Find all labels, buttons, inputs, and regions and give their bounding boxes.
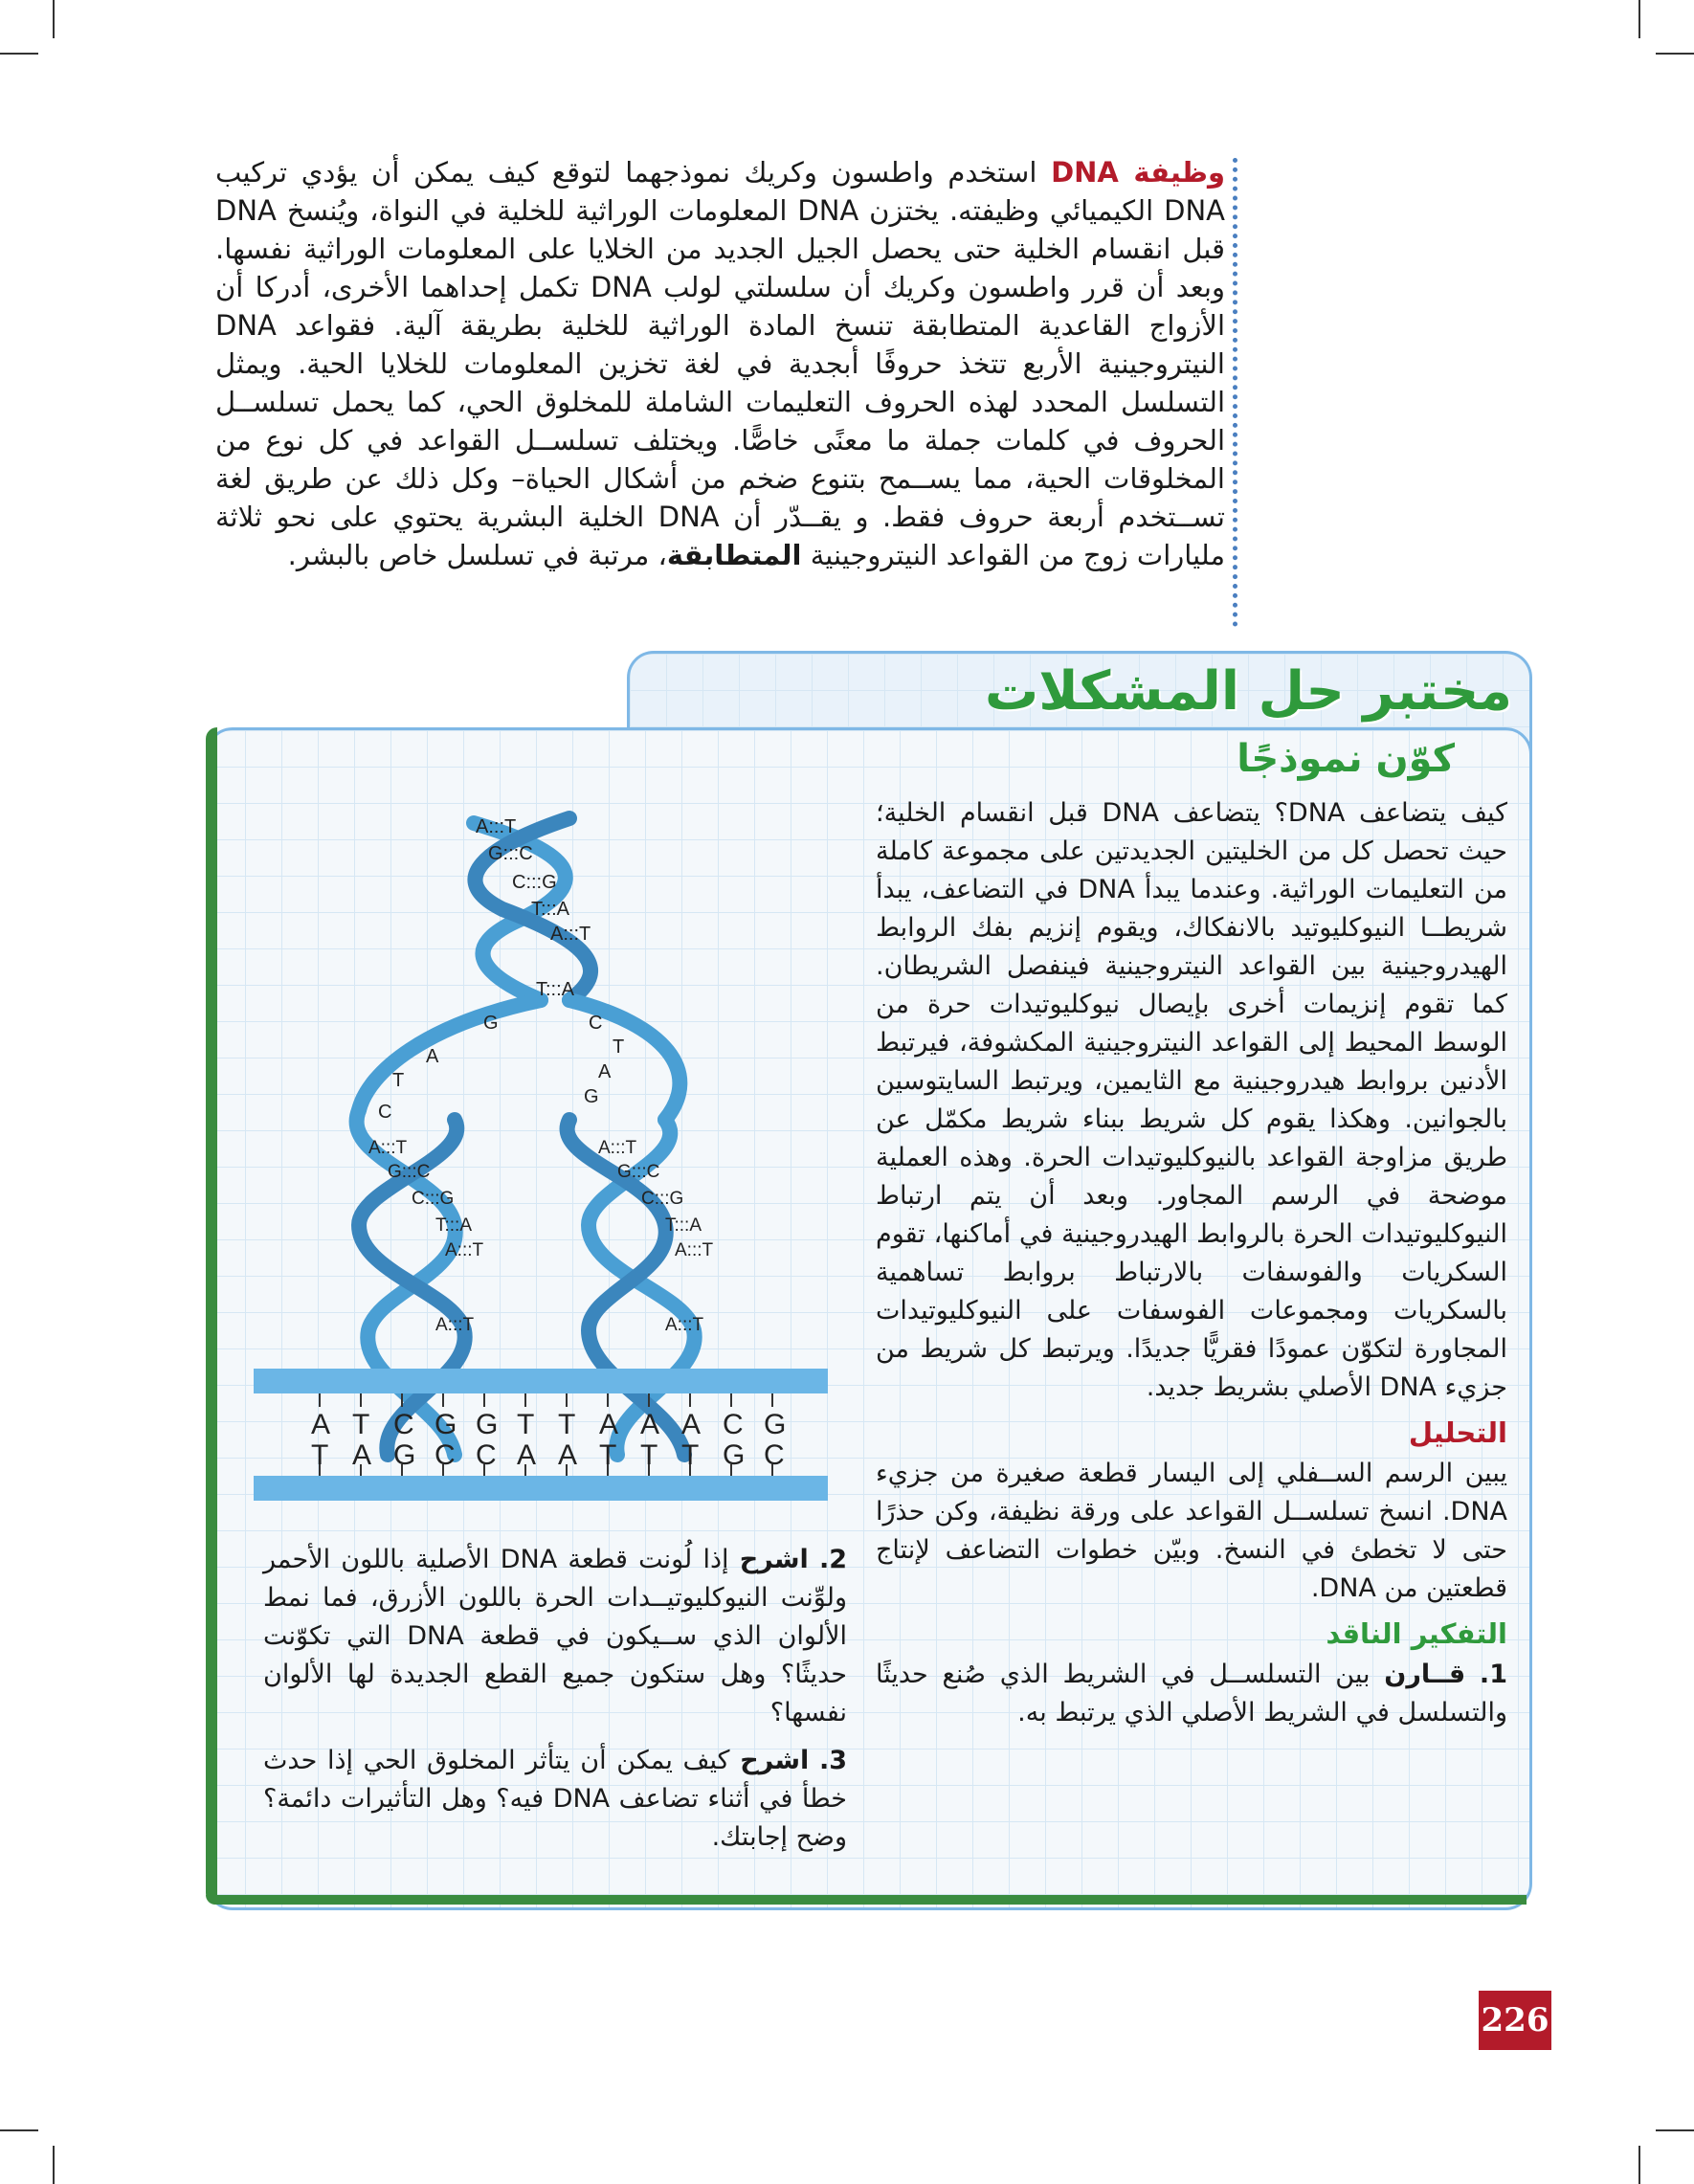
strand-top-base: T <box>352 1409 370 1440</box>
analysis-text: يبين الرسم الســفلي إلى اليسار قطعة صغيرة من جزيء DNA. انسخ تسلســل القواعد على ورقة نظيفة، وكن حذرًا حتى لا تخطئ في النسخ. وبيّن خطوات التضاعف لإنتاج قطعتين من DNA. <box>876 1459 1507 1603</box>
base-pair-label: A:::T <box>598 1138 637 1158</box>
question-text: كيف يمكن أن يتأثر المخلوق الحي إذا حدث خطأ في أثناء تضاعف DNA فيه؟ وهل التأثيرات دائمة؟ وضح إجابتك. <box>263 1746 847 1852</box>
paragraph-text: استخدم واطسون وكريك نموذجهما لتوقع كيف يمكن أن يؤدي تركيب DNA الكيميائي وظيفته. يختزن DNA المعلومات الوراثية للخلية في النواة، ويُنسخ DNA قبل انقسام الخلية حتى يحصل الجيل الجديد من الخلايا على المعلومات الوراثية نفسها. وبعد أن قرر واطسون وكريك أن سلسلتي لولب DNA تكمل إحداهما الأخرى، أدركا أن الأزواج القاعدية المتطابقة تنسخ المادة الوراثية للخلية بطريقة آلية. فقواعد DNA النيتروجينية الأربع تتخذ حروفًا أبجدية في لغة تخزين المعلومات للخلايا الحية. ويمثل التسلسل المحدد لهذه الحروف التعليمات الشاملة للمخلوق الحي، كما يحمل تسلســل الحروف في كلمات جملة ما معنًى خاصًّا. ويختلف تسلســل القواعد في كل نوع من المخلوقات الحية، مما يســمح بتنوع ضخم من أشكال الحياة– وكل ذلك عن طريق لغة تســتخدم أربعة حروف فقط. و يقــدّر أن DNA الخلية البشرية يحتوي على نحو ثلاثة مليارات زوج من القواعد النيتروجينية <box>215 156 1225 571</box>
base-label: T <box>392 1070 405 1091</box>
base-pair-label: A:::T <box>665 1315 704 1335</box>
lab-questions-column <box>263 1541 847 1857</box>
strand-top-base: G <box>476 1409 499 1440</box>
base-label: T <box>613 1036 625 1058</box>
segment-backbone-top <box>254 1369 828 1393</box>
strand-bottom-base: A <box>517 1439 537 1471</box>
strand-bottom-base: T <box>681 1439 700 1471</box>
strand-bottom-base: C <box>476 1439 497 1471</box>
question-verb: اشرح <box>739 1545 809 1574</box>
question-verb: قــارن <box>1384 1660 1466 1689</box>
base-pair-label: G:::C <box>388 1162 431 1182</box>
base-label: C <box>378 1102 392 1123</box>
strand-top-base: A <box>599 1409 619 1440</box>
margin-dotted-rule <box>1233 158 1237 627</box>
bold-term: المتطابقة <box>666 539 802 571</box>
fork-base-labels <box>378 1013 624 1123</box>
dna-function-section <box>215 153 1225 632</box>
question-1 <box>876 1656 1507 1732</box>
crop-mark <box>0 2129 38 2131</box>
strand-bottom-base: G <box>393 1439 416 1471</box>
strand-bottom-base: T <box>311 1439 329 1471</box>
strand-bottom-base: G <box>723 1439 746 1471</box>
question-number: 2. <box>818 1545 847 1574</box>
crop-mark <box>0 53 38 55</box>
page-number: 226 <box>1479 1991 1551 2050</box>
lab-bottom-bar <box>206 1895 1527 1905</box>
problem-solving-lab <box>206 651 1531 1914</box>
question-3 <box>263 1742 847 1857</box>
question-text: إذا لُونت قطعة DNA الأصلية باللون الأحمر ولوِّنت النيوكليوتيــدات الحرة باللون الأزرق، فما نمط الألوان الذي ســيكون في قطعة DNA التي تكوّنت حديثًا؟ وهل ستكون جميع القطع الجديدة لها الألوان نفسها؟ <box>263 1545 847 1727</box>
strand-top-base: A <box>681 1409 702 1440</box>
base-pair-label: A:::T <box>435 1315 475 1335</box>
strand-bottom-base: C <box>435 1439 456 1471</box>
question-verb: اشرح <box>740 1746 810 1775</box>
strand-top-base: T <box>558 1409 576 1440</box>
base-pair-label: A:::T <box>550 924 591 945</box>
base-pair-label: T:::A <box>536 979 575 1000</box>
question-text: بين التسلســل في الشريط الذي صُنع حديثًا والتسلسل في الشريط الأصلي الذي يرتبط به. <box>876 1660 1507 1727</box>
crop-mark <box>1656 53 1694 55</box>
strand-top-base: C <box>393 1409 414 1440</box>
strand-top-base: T <box>517 1409 535 1440</box>
lab-accent-bar <box>206 727 217 1905</box>
base-label: A <box>598 1061 612 1082</box>
base-pair-label: A:::T <box>368 1138 408 1158</box>
crop-mark <box>1638 0 1640 38</box>
paragraph-end: ، مرتبة في تسلسل خاص بالبشر. <box>287 539 667 571</box>
strand-top-base: A <box>311 1409 331 1440</box>
crop-mark <box>53 0 55 38</box>
critical-thinking-heading: التفكير الناقد <box>1326 1617 1507 1650</box>
dna-function-paragraph <box>215 153 1225 574</box>
crop-mark <box>53 2146 55 2184</box>
dna-replication-diagram <box>254 794 847 1541</box>
base-pair-label: A:::T <box>476 816 517 837</box>
base-pair-label: C:::G <box>412 1189 455 1209</box>
analysis-heading: التحليل <box>1408 1416 1507 1449</box>
dna-segment <box>254 1369 828 1501</box>
dna-diagram-svg <box>254 794 847 1541</box>
base-pair-label: G:::C <box>488 843 533 864</box>
base-pair-label: A:::T <box>675 1240 714 1260</box>
base-pair-label: G:::C <box>617 1162 660 1182</box>
base-label: A <box>426 1046 439 1067</box>
question-number: 3. <box>818 1746 847 1775</box>
base-pair-label: T:::A <box>531 899 570 920</box>
lab-text-column <box>876 794 1507 1732</box>
section-title: وظيفة DNA <box>1051 156 1226 189</box>
lab-title: مختبر حل المشكلات <box>984 660 1512 723</box>
crop-mark <box>1656 2129 1694 2131</box>
helix-strands <box>357 818 695 1455</box>
lab-intro: كيف يتضاعف DNA؟ يتضاعف DNA قبل انقسام الخلية؛ حيث تحصل كل من الخليتين الجديدتين على مجموعة كاملة من التعليمات الوراثية. وعندما يبدأ DNA في التضاعف، يبدأ شريطــا النيوكليوتيد بالانفكاك، ويقوم إنزيم بفك الروابط الهيدروجينية بين القواعد النيتروجينية فينفصل الشريطان. كما تقوم إنزيمات أخرى بإيصال نيوكليوتيدات حرة من الوسط المحيط إلى القواعد النيتروجينية المكشوفة، فيرتبط الأدنين بروابط هيدروجينية مع الثايمين، ويرتبط السايتوسين بالجوانين. وهكذا يقوم كل شريط ببناء شريط مكمّل عن طريق مزاوجة القواعد بالنيوكليوتيدات الحرة. وهذه العملية موضحة في الرسم المجاور. وبعد أن يتم ارتباط النيوكليوتيدات الحرة بالروابط الهيدروجينية في أماكنها، تقوم السكريات والفوسفات بالارتباط بروابط تساهمية بالسكريات ومجموعات الفوسفات على النيوكليوتيدات المجاورة لتكوّن عمودًا فقريًّا جديدًا. ويرتبط كل شريط من جزيء DNA الأصلي بشريط جديد. <box>876 798 1507 1402</box>
question-number: 1. <box>1479 1660 1507 1689</box>
base-pair-label: C:::G <box>512 872 557 893</box>
strand-top-base: G <box>435 1409 457 1440</box>
strand-top-base: C <box>723 1409 744 1440</box>
strand-top-base: G <box>764 1409 787 1440</box>
lab-subtitle: كوّن نموذجًا <box>1237 737 1455 781</box>
base-pair-label: T:::A <box>665 1215 702 1236</box>
base-pair-label: A:::T <box>445 1240 484 1260</box>
strand-bottom-base: A <box>352 1439 372 1471</box>
strand-top-base: A <box>640 1409 660 1440</box>
base-label: G <box>584 1086 599 1107</box>
strand-bottom-base: C <box>764 1439 785 1471</box>
strand-bottom-base: T <box>640 1439 658 1471</box>
segment-backbone-bottom <box>254 1476 828 1501</box>
strand-bottom-base: A <box>558 1439 578 1471</box>
base-label: G <box>483 1013 499 1034</box>
strand-bottom-base: T <box>599 1439 617 1471</box>
question-2 <box>263 1541 847 1732</box>
crop-mark <box>1638 2146 1640 2184</box>
fork-left-outer <box>359 1000 541 1110</box>
base-pair-label: C:::G <box>641 1189 684 1209</box>
base-pair-label: T:::A <box>435 1215 473 1236</box>
base-label: C <box>589 1013 603 1034</box>
